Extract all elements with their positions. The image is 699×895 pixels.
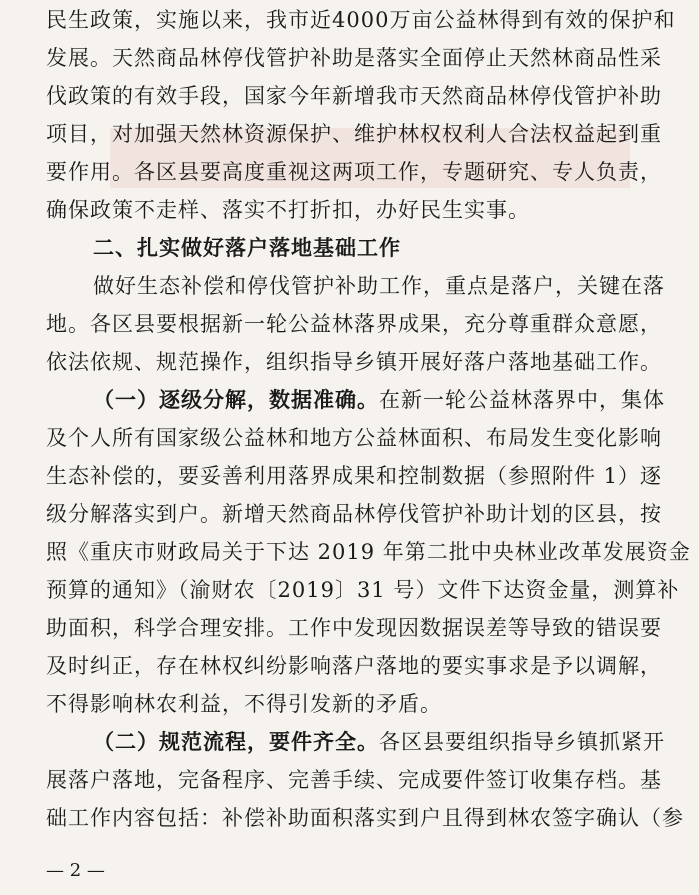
section-heading: 二、扎实做好落户落地基础工作: [93, 236, 401, 260]
paragraph-line: 项目，对加强天然林资源保护、维护林权权利人合法权益起到重: [46, 122, 662, 146]
paragraph-line: 础工作内容包括：补偿补助面积落实到户且得到林农签字确认（参: [46, 806, 684, 830]
subsection-label: （二）规范流程，要件齐全。: [93, 730, 379, 754]
page-number: — 2 —: [46, 860, 105, 881]
subsection-text: 各区县要组织指导乡镇抓紧开: [379, 730, 665, 754]
subsection-first-line: [93, 380, 699, 420]
paragraph-line: 做好生态补偿和停伐管护补助工作，重点是落户，关键在落: [93, 274, 665, 298]
paragraph-line: 要作用。各区县要高度重视这两项工作，专题研究、专人负责，: [46, 160, 662, 184]
paragraph-line: 助面积，科学合理安排。工作中发现因数据误差等导致的错误要: [46, 616, 662, 640]
paragraph-line: 确保政策不走样、落实不打折扣，办好民生实事。: [46, 198, 530, 222]
paragraph-line: 及个人所有国家级公益林和地方公益林面积、布局发生变化影响: [46, 426, 662, 450]
paragraph-line: 民生政策，实施以来，我市近4000万亩公益林得到有效的保护和: [46, 8, 676, 32]
paragraph-line: 地。各区县要根据新一轮公益林落界成果，充分尊重群众意愿，: [46, 312, 662, 336]
subsection-label: （一）逐级分解，数据准确。: [93, 388, 379, 412]
paragraph-line: 预算的通知》（渝财农〔2019〕31 号）文件下达资金量，测算补: [46, 578, 680, 602]
paragraph-line: 发展。天然商品林停伐管护补助是落实全面停止天然林商品性采: [46, 46, 662, 70]
paragraph-line: 照《重庆市财政局关于下达 2019 年第二批中央林业改革发展资金: [46, 540, 691, 564]
paragraph-line: 展落户落地，完备程序、完善手续、完成要件签订收集存档。基: [46, 768, 662, 792]
paragraph-line: 生态补偿的，要妥善利用落界成果和控制数据（参照附件 1）逐: [46, 464, 663, 488]
paragraph-line: 及时纠正，存在林权纠纷影响落户落地的要实事求是予以调解，: [46, 654, 662, 678]
paragraph-line: 伐政策的有效手段，国家今年新增我市天然商品林停伐管护补助: [46, 84, 662, 108]
paragraph-line: 级分解落实到户。新增天然商品林停伐管护补助计划的区县，按: [46, 502, 662, 526]
subsection-first-line: [93, 722, 699, 762]
paragraph-line: 不得影响林农利益，不得引发新的矛盾。: [46, 692, 442, 716]
paragraph-line: 依法依规、规范操作，组织指导乡镇开展好落户落地基础工作。: [46, 350, 662, 374]
subsection-text: 在新一轮公益林落界中，集体: [379, 388, 665, 412]
